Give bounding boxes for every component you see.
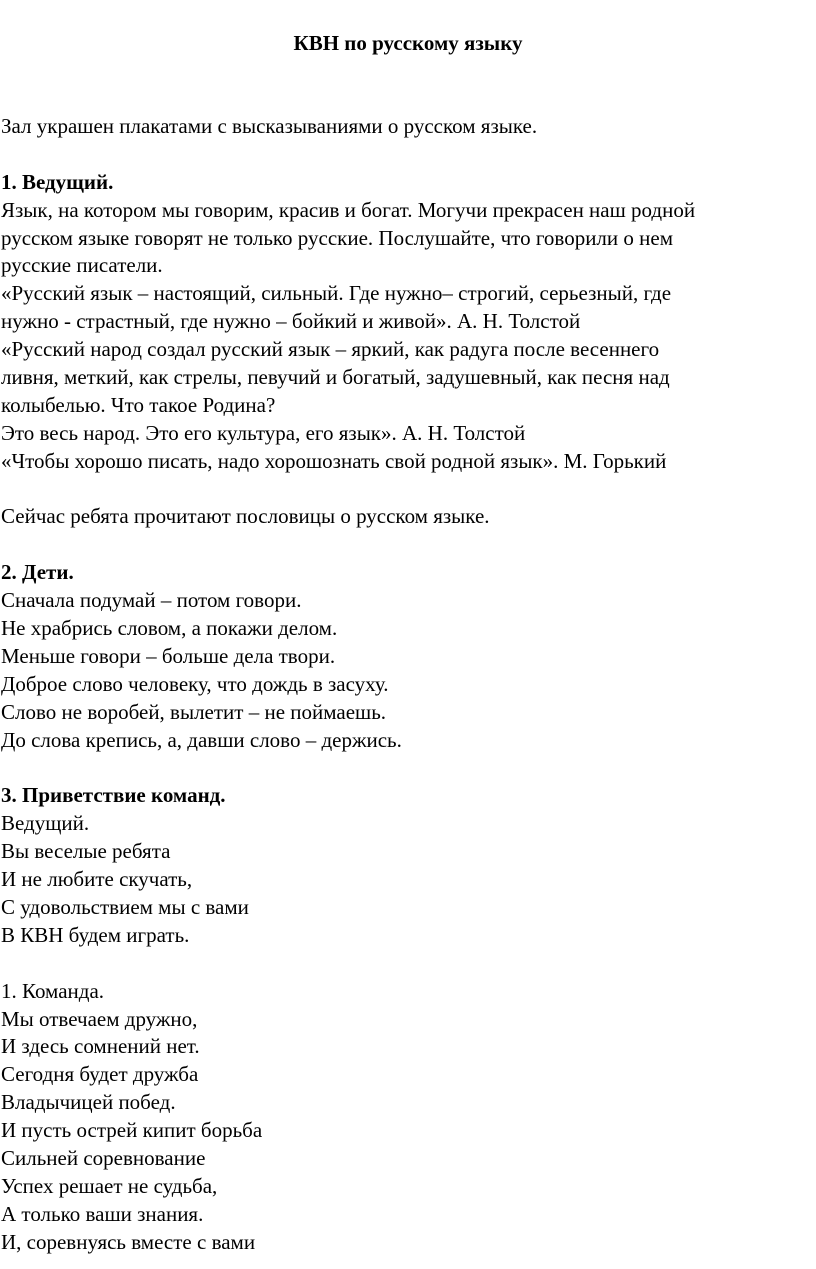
blank-line (1, 950, 816, 978)
section-heading: 2. Дети. (1, 560, 74, 585)
verse-line: С удовольствием мы с вами (1, 894, 249, 919)
verse-line: А только ваши знания. (1, 1201, 204, 1226)
blank-line (1, 476, 816, 504)
verse-line: Сильней соревнование (1, 1145, 206, 1170)
team-label: 1. Команда. (1, 978, 105, 1003)
section-heading: 3. Приветствие команд. (1, 783, 226, 808)
text-line: Это весь народ. Это его культура, его язык». А. Н. Толстой (1, 420, 526, 445)
verse-line: Владычицей побед. (1, 1090, 176, 1115)
blank-line (1, 754, 816, 782)
proverb-line: Доброе слово человеку, что дождь в засуху. (1, 671, 389, 696)
proverb-line: До слова крепись, а, давши слово – держись. (1, 727, 402, 752)
verse-line: Сегодня будет дружба (1, 1062, 199, 1087)
text-line: русские писатели. (1, 253, 163, 278)
proverb-line: Слово не воробей, вылетит – не поймаешь. (1, 699, 387, 724)
text-line: колыбелью. Что такое Родина? (1, 392, 276, 417)
proverb-line: Меньше говори – больше дела твори. (1, 643, 336, 668)
intro-line: Зал украшен плакатами с высказываниями о русском языке. (1, 114, 538, 138)
verse-line: В КВН будем играть. (1, 922, 190, 947)
text-line: ливня, меткий, как стрелы, певучий и богатый, задушевный, как песня над (1, 365, 670, 390)
document-title: КВН по русскому языку (293, 31, 523, 55)
verse-line: Мы отвечаем дружно, (1, 1006, 198, 1031)
verse-line: И пусть острей кипит борьба (1, 1118, 263, 1143)
verse-line: И не любите скучать, (1, 867, 193, 892)
document-body (1, 113, 816, 1257)
blank-line (1, 141, 816, 169)
text-line: русском языке говорят не только русские. Послушайте, что говорили о нем (1, 225, 673, 250)
text-line: Сейчас ребята прочитают пословицы о русском языке. (1, 504, 490, 529)
section-heading: 1. Ведущий. (1, 169, 114, 194)
verse-line: Ведущий. (1, 811, 90, 836)
proverb-line: Не храбрись словом, а покажи делом. (1, 616, 338, 641)
text-line: Язык, на котором мы говорим, красив и богат. Могучи прекрасен наш родной (1, 197, 696, 222)
text-line: «Русский народ создал русский язык – яркий, как радуга после весеннего (1, 337, 660, 362)
text-line: нужно - страстный, где нужно – бойкий и живой». А. Н. Толстой (1, 309, 581, 334)
verse-line: Вы веселые ребята (1, 839, 171, 864)
text-line: «Русский язык – настоящий, сильный. Где нужно– строгий, серьезный, где (1, 281, 672, 306)
verse-line: И, соревнуясь вместе с вами (1, 1229, 256, 1254)
blank-line (1, 531, 816, 559)
verse-line: Успех решает не судьба, (1, 1173, 218, 1198)
text-line: «Чтобы хорошо писать, надо хорошознать свой родной язык». М. Горький (1, 448, 667, 473)
proverb-line: Сначала подумай – потом говори. (1, 588, 302, 613)
verse-line: И здесь сомнений нет. (1, 1034, 200, 1059)
